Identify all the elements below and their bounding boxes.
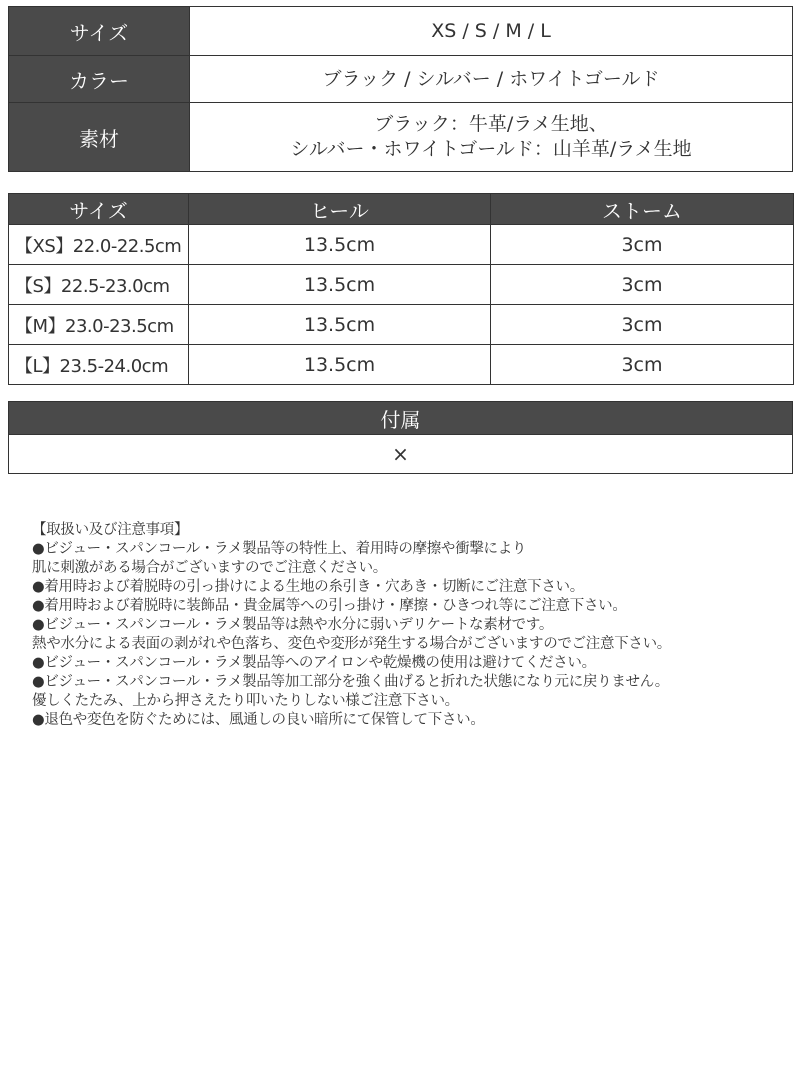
- size-cell: 【S】22.5-23.0cm: [9, 265, 189, 305]
- size-table-header: [9, 194, 794, 225]
- size-table: [8, 193, 794, 385]
- note-line: 熱や水分による表面の剥がれや色落ち、変色や変形が発生する場合がございますのでご注意下さい。: [32, 636, 671, 652]
- note-line: 肌に刺激がある場合がございますのでご注意ください。: [32, 560, 387, 576]
- table-row: [9, 225, 794, 265]
- size-cell: 【XS】22.0-22.5cm: [9, 225, 189, 265]
- storm-cell: 3cm: [491, 265, 794, 305]
- spec-row-color: [9, 56, 793, 103]
- heel-cell: 13.5cm: [189, 225, 491, 265]
- spec-row-material: [9, 103, 793, 172]
- notes-heading: 【取扱い及び注意事項】: [32, 522, 189, 538]
- size-cell: 【M】23.0-23.5cm: [9, 305, 189, 345]
- size-header: サイズ: [9, 194, 189, 225]
- storm-cell: 3cm: [491, 225, 794, 265]
- spec-row-size: [9, 7, 793, 56]
- accessories-label: 付属: [9, 402, 793, 435]
- accessories-table: [8, 401, 793, 474]
- care-notes: [32, 521, 792, 730]
- accessories-value-row: [9, 435, 793, 474]
- accessories-value: ×: [9, 435, 793, 474]
- spec-color-value: ブラック / シルバー / ホワイトゴールド: [190, 56, 793, 103]
- material-line-2: シルバー・ホワイトゴールド：山羊革/ラメ生地: [290, 138, 692, 160]
- material-line-1: ブラック：牛革/ラメ生地、: [374, 113, 608, 135]
- heel-cell: 13.5cm: [189, 345, 491, 385]
- heel-cell: 13.5cm: [189, 265, 491, 305]
- spec-size-value: XS / S / M / L: [190, 7, 793, 56]
- note-line: ●ビジュー・スパンコール・ラメ製品等へのアイロンや乾燥機の使用は避けてください。: [32, 655, 596, 671]
- note-line: ●着用時および着脱時の引っ掛けによる生地の糸引き・穴あき・切断にご注意下さい。: [32, 579, 584, 595]
- storm-cell: 3cm: [491, 345, 794, 385]
- heel-cell: 13.5cm: [189, 305, 491, 345]
- accessories-header-row: [9, 402, 793, 435]
- note-line: 優しくたたみ、上から押さえたり叩いたりしない様ご注意下さい。: [32, 693, 459, 709]
- spec-material-value: [190, 103, 793, 172]
- storm-cell: 3cm: [491, 305, 794, 345]
- storm-header: ストーム: [491, 194, 794, 225]
- heel-header: ヒール: [189, 194, 491, 225]
- spec-color-label: カラー: [9, 56, 190, 103]
- spec-material-label: 素材: [9, 103, 190, 172]
- size-cell: 【L】23.5-24.0cm: [9, 345, 189, 385]
- note-line: ●ビジュー・スパンコール・ラメ製品等加工部分を強く曲げると折れた状態になり元に戻りません。: [32, 674, 670, 690]
- table-row: [9, 305, 794, 345]
- spec-size-label: サイズ: [9, 7, 190, 56]
- note-line: ●ビジュー・スパンコール・ラメ製品等の特性上、着用時の摩擦や衝撃により: [32, 541, 527, 557]
- table-row: [9, 345, 794, 385]
- spec-table: [8, 6, 793, 172]
- note-line: ●退色や変色を防ぐためには、風通しの良い暗所にて保管して下さい。: [32, 712, 485, 728]
- note-line: ●着用時および着脱時に装飾品・貴金属等への引っ掛け・摩擦・ひきつれ等にご注意下さい。: [32, 598, 627, 614]
- table-row: [9, 265, 794, 305]
- note-line: ●ビジュー・スパンコール・ラメ製品等は熱や水分に弱いデリケートな素材です。: [32, 617, 554, 633]
